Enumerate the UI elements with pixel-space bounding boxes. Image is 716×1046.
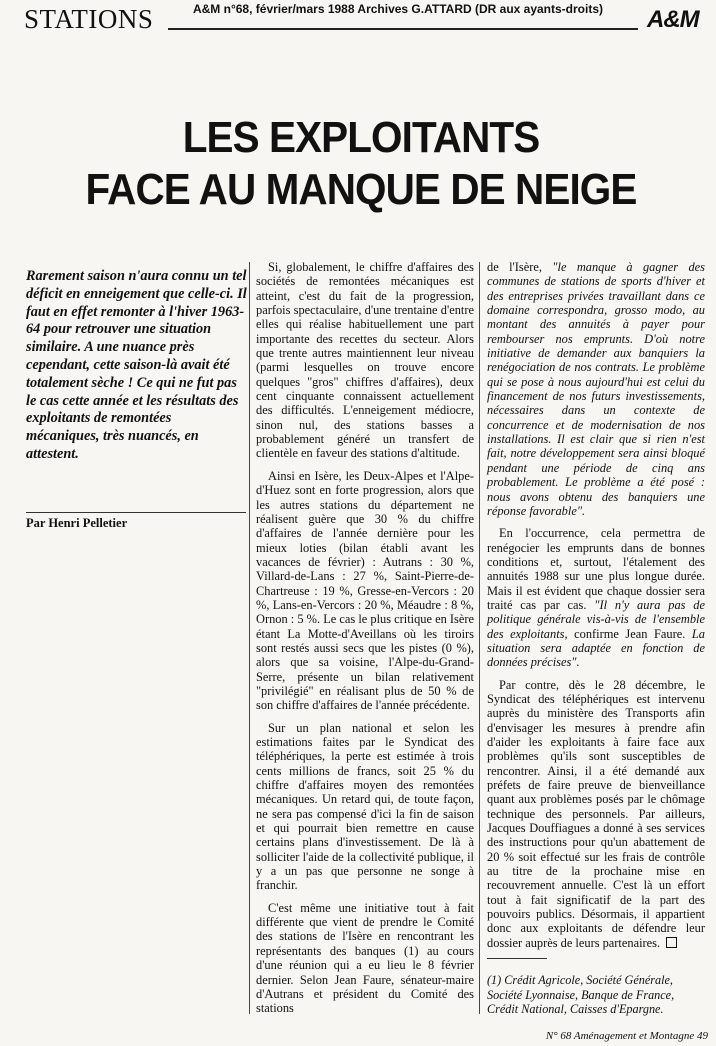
quote: "le manque à gagner des communes de stations de sports d'hiver et des entreprises privées travaillant dans ce domaine correspondra, grosso modo, au montant des annuités à payer pour rembourser nos emprunts. D'où notre initiative de demander aux banquiers la renégociation de nos contrats. Le problème qui se pose à nous aujourd'hui est celui du financement de nos futurs investissements, nécessaires dans un contexte de concurrence et de modernisation de nos installations. Il est clair que si rien n'est fait, notre développement sera ainsi bloqué pendant une période de cinq ans probablement. Le problème a été posé : nous avons obtenu des banquiers une réponse favorable". — [487, 260, 705, 518]
byline-rule — [26, 512, 246, 513]
archive-credit: A&M n°68, février/mars 1988 Archives G.ATTARD (DR aux ayants-droits) — [192, 2, 604, 16]
paragraph — [487, 526, 705, 669]
page-header — [0, 0, 716, 40]
column-rule-1 — [249, 262, 250, 1014]
paragraph: Ainsi en Isère, les Deux-Alpes et l'Alpe-d'Huez sont en forte progression, alors que les autres stations du département ne réalisent guère que 30 % du chiffre d'affaires de l'année dernière pour les mieux loties (bilan établi avant les vacances de février) : Autrans : 30 %, Villard-de-Lans : 27 %, Saint-Pierre-de-Chartreuse : 19 %, Gresse-en-Vercors : 20 %, Lans-en-Vercors : 20 %, Méaudre : 8 %, Ornon : 5 %. Le cas le plus critique en Isère étant La Motte-d'Aveillans où les tiroirs sont restés aussi secs que les pistes (0 %), alors que sa voisine, l'Alpe-du-Grand-Serre, présente un bilan relativement "privilégié" en réalisant plus de 50 % de son chiffre d'affaires de l'année précédente. — [256, 468, 474, 713]
paragraph-lead: de l'Isère, — [487, 260, 553, 274]
paragraph-text: Par contre, dès le 28 décembre, le Syndicat des téléphériques est intervenu auprès du ministère des Transports afin d'envisager les mesures à prendre afin d'aider les exploitants à faire face aux problèmes qu'ils sont susceptibles de rencontrer. Ainsi, il a été demandé aux préfets de faire preuve de bienveillance quant aux problèmes posés par le chômage technique des personnels. Par ailleurs, Jacques Douffiagues a donné à ses services des instructions pour qu'un abattement de 20 % soit effectué sur les frais de contrôle au titre de la prochaine mise en recouvrement annuelle. C'est là un effort tout à fait significatif de la part des pouvoirs publics. Désormais, il appartient donc aux exploitants de défendre leur dossier auprès de leurs partenaires. — [487, 677, 705, 950]
paragraph — [487, 260, 705, 518]
header-rule — [168, 28, 638, 30]
column-rule-2 — [479, 262, 480, 1014]
brand-logo: A&M — [647, 6, 699, 33]
headline-line-1: LES EXPLOITANTS — [182, 113, 540, 162]
paragraph: Sur un plan national et selon les estimations faites par le Syndicat des téléphériques, la perte est estimée à trois cents millions de francs, soit 25 % du chiffre d'affaires moyen des remontées mécaniques. Un retard qui, de toute façon, ne sera pas compensé d'ici la fin de saison et qui pourrait bien remettre en cause certains plans d'investissement. De là à solliciter l'aide de la collectivité publique, il y a un pas que personne ne songe à franchir. — [256, 720, 474, 893]
paragraph-mid: confirme Jean Faure. — [567, 626, 692, 641]
article-column-2 — [256, 260, 474, 1024]
paragraph-lead: En l'occurrence, cela permettra de renégocier les emprunts dans de bonnes conditions et, surtout, l'étalement des annuités 1988 sur une plus longue durée. Mais il est évident que chaque dossier sera traité cas par cas. — [487, 526, 705, 612]
paragraph: C'est même une initiative tout à fait différente que vient de prendre le Comité des stations de l'Isère en rencontrant les représentants des banques (1) au cours d'une réunion qui a eu lieu le 8 février dernier. Selon Jean Faure, sénateur-maire d'Autrans et président du Comité des stations — [256, 900, 474, 1016]
end-of-article-icon — [666, 937, 677, 948]
headline-line-2: FACE AU MANQUE DE NEIGE — [85, 165, 637, 214]
section-title: STATIONS — [24, 4, 154, 34]
footnote: (1) Crédit Agricole, Société Générale, Société Lyonnaise, Banque de France, Crédit National, Caisses d'Epargne. — [487, 973, 675, 1017]
quote: La situation sera adaptée en fonction de données précises". — [487, 626, 705, 670]
article-column-3 — [487, 260, 705, 1017]
quote: "Il n'y aura pas de politique générale vis-à-vis de l'ensemble des exploitants, — [487, 597, 706, 641]
paragraph — [487, 678, 705, 951]
byline: Par Henri Pelletier — [26, 516, 128, 530]
article-intro: Rarement saison n'aura connu un tel déficit en enneigement que celle-ci. Il faut en effet remonter à l'hiver 1963-64 pour retrouver une situation similaire. A une nuance près cependant, cette saison-là avait été totalement sèche ! Ce qui ne fut pas le cas cette année et les résultats des exploitants de remontées mécaniques, très nuancés, en attestent. — [26, 268, 247, 462]
paragraph: Si, globalement, le chiffre d'affaires des sociétés de remontées mécaniques est atteint, c'est du fait de la progression, parfois spectaculaire, d'une trentaine d'entre elles qui réalise habituellement une part importante des recettes du secteur. Alors que trente autres maintiennent leur niveau (parmi lesquelles on trouve encore quelques "gros" chiffres d'affaires), deux cent cinquante connaissent actuellement des difficultés. L'enneigement médiocre, sinon nul, des stations basses a probablement généré un transfert de clientèle en faveur des stations d'altitude. — [256, 260, 474, 461]
article-headline — [44, 112, 679, 216]
footnote-rule — [487, 958, 547, 959]
page-folio: N° 68 Aménagement et Montagne 49 — [545, 1030, 708, 1042]
